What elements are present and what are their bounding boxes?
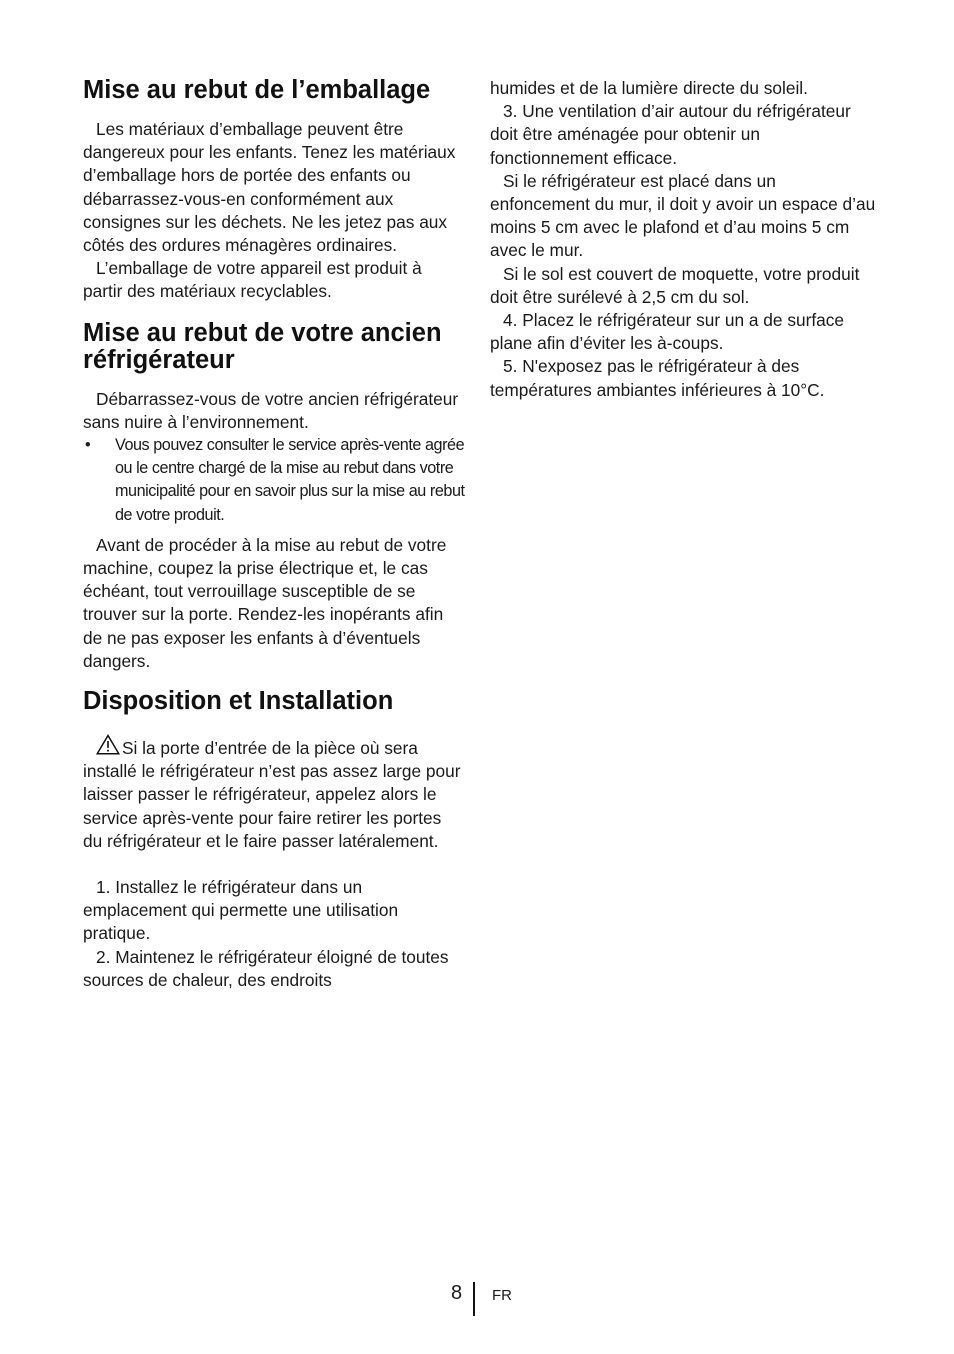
language-code: FR — [492, 1287, 512, 1304]
warning-triangle-icon — [96, 734, 120, 755]
installation-step-2: 2. Maintenez le réfrigérateur éloigné de toutes sources de chaleur, des endroits — [83, 946, 449, 990]
footer-divider — [473, 1282, 475, 1316]
packaging-recyclable-paragraph: L’emballage de votre appareil est produit à partir des matériaux recyclables. — [83, 258, 422, 302]
installation-step-1: 1. Installez le réfrigérateur dans un emplacement qui permette une utilisation pratique. — [83, 877, 399, 944]
page-number: 8 — [451, 1282, 463, 1304]
installation-step-5: 5. N'exposez pas le réfrigérateur à des températures ambiantes inférieures à 10°C. — [490, 356, 825, 400]
page-footer — [0, 1281, 954, 1317]
installation-step-3: 3. Une ventilation d’air autour du réfrigérateur doit être aménagée pour obtenir un fonctionnement efficace. — [490, 101, 851, 168]
right-column — [490, 0, 878, 402]
disposal-safety-paragraph: Avant de procéder à la mise au rebut de votre machine, coupez la prise électrique et, le cas échéant, tout verrouillage susceptible de se trouver sur la porte. Rendez-les inopérants afin de ne pas exposer les enfants à d’éventuels dangers. — [83, 534, 447, 671]
section-heading-packaging-disposal: Mise au rebut de l’emballage — [83, 76, 431, 104]
left-column — [83, 0, 465, 992]
wall-recess-paragraph: Si le réfrigérateur est placé dans un enfoncement du mur, il doit y avoir un espace d’au moins 5 cm avec le plafond et d’au moins 5 cm avec le mur. — [490, 170, 876, 261]
old-fridge-intro-paragraph: Débarrassez-vous de votre ancien réfrigérateur sans nuire à l’environnement. — [83, 388, 459, 432]
section-heading-installation: Disposition et Installation — [83, 687, 394, 716]
installation-step-2-continued: humides et de la lumière directe du soleil. — [490, 78, 808, 98]
packaging-hazard-paragraph: Les matériaux d’emballage peuvent être dangereux pour les enfants. Tenez les matériaux d’emballage hors de portée des enfants ou débarrassez-vous-en conformément aux consignes sur les déchets. Ne les jetez pas aux côtés des ordures ménagères ordinaires. — [83, 119, 456, 256]
section-heading-old-fridge-disposal: Mise au rebut de votre ancien réfrigérateur — [83, 318, 442, 374]
bullet-marker: • — [85, 436, 91, 455]
door-width-warning-paragraph — [83, 734, 465, 853]
carpet-floor-paragraph: Si le sol est couvert de moquette, votre produit doit être surélevé à 2,5 cm du sol. — [490, 263, 860, 307]
list-item — [83, 434, 465, 527]
installation-step-4: 4. Placez le réfrigérateur sur un a de surface plane afin d’éviter les à-coups. — [490, 310, 845, 354]
warning-text: Si la porte d’entrée de la pièce où sera installé le réfrigérateur n’est pas assez large pour laisser passer le réfrigérateur, appelez alors le service après-vente pour faire retirer les portes du réfrigérateur et le faire passer latéralement. — [83, 738, 461, 851]
bullet-text: Vous pouvez consulter le service après-vente agrée ou le centre chargé de la mise au rebut dans votre municipalité pour en savoir plus sur la mise au rebut de votre produit. — [115, 436, 465, 524]
